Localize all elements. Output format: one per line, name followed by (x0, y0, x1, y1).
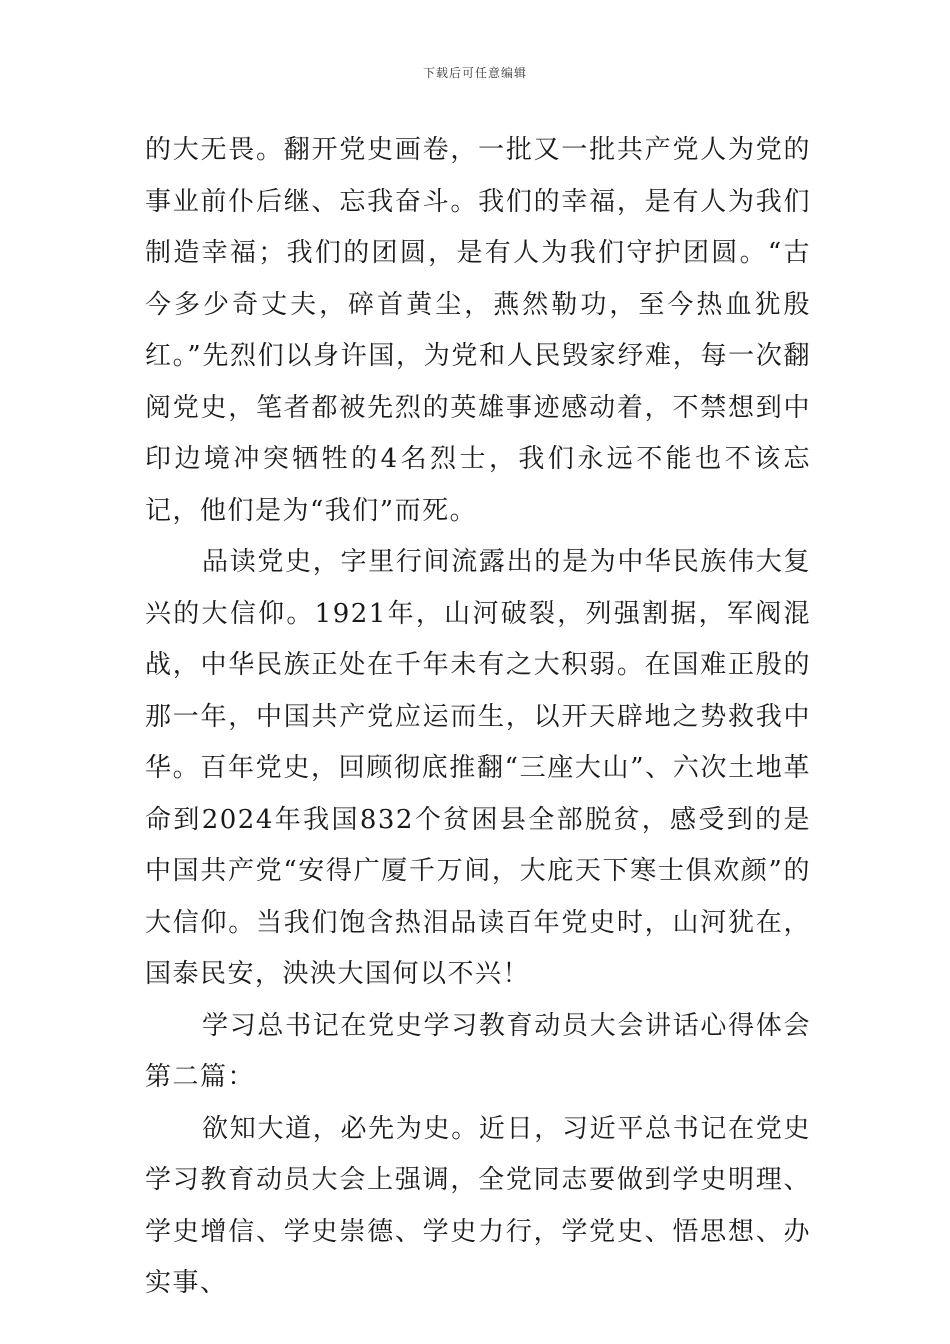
paragraph-continuation: 的大无畏。翻开党史画卷，一批又一批共产党人为党的事业前仆后继、忘我奋斗。我们的幸福，是有人为我们制造幸福；我们的团圆，是有人为我们守护团圆。“古今多少奇丈夫，碎首黄尘，燕然勒功，至今热血犹殷红。”先烈们以身许国，为党和人民毁家纾难，每一次翻阅党史，笔者都被先烈的英雄事迹感动着，不禁想到中印边境冲突牺牲的4名烈士，我们永远不能也不该忘记，他们是为“我们”而死。 (145, 135, 811, 526)
paragraph-belief: 品读党史，字里行间流露出的是为中华民族伟大复兴的大信仰。1921年，山河破裂，列强割据，军阀混战，中华民族正处在千年未有之大积弱。在国难正殷的那一年，中国共产党应运而生，以开天辟地之势救我中华。百年党史，回顾彻底推翻“三座大山”、六次土地革命到2024年我国832个贫困县全部脱贫，感受到的是中国共产党“安得广厦千万间，大庇天下寒士俱欢颜”的大信仰。当我们饱含热泪品读百年党史时，山河犹在，国泰民安，泱泱大国何以不兴！ (145, 547, 811, 989)
page-header: 下载后可任意编辑 (422, 66, 527, 80)
document-body (145, 125, 811, 1310)
section-heading: 学习总书记在党史学习教育动员大会讲话心得体会 第二篇： (145, 1010, 811, 1092)
paragraph-history: 欲知大道，必先为史。近日，习近平总书记在党史学习教育动员大会上强调，全党同志要做到学史明理、学史增信、学史崇德、学史力行，学党史、悟思想、办实事、 (145, 1113, 811, 1298)
